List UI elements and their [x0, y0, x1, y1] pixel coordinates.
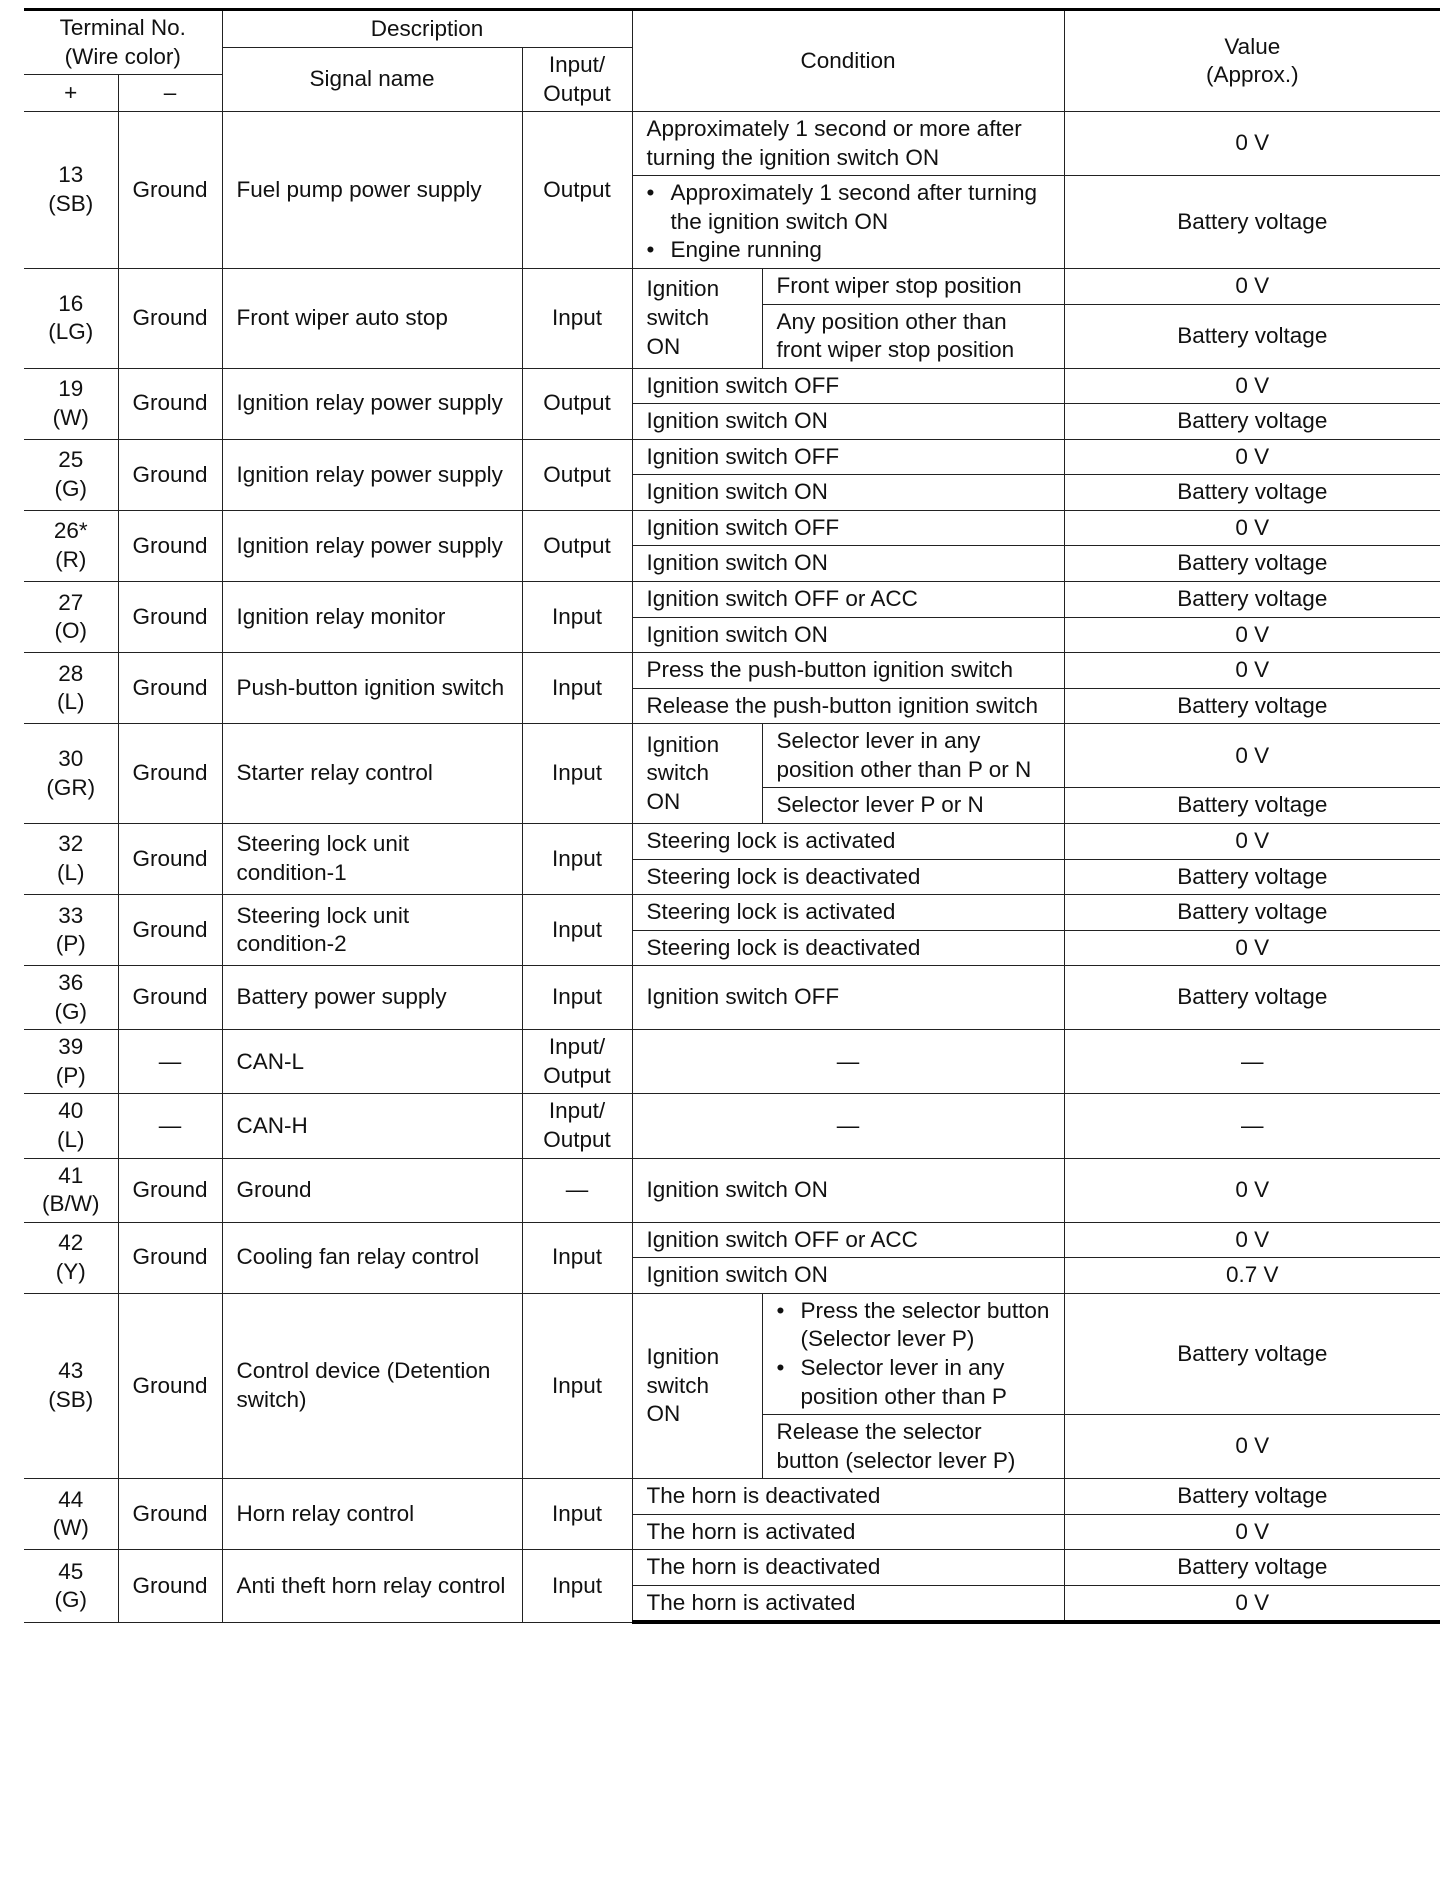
value: Battery voltage: [1064, 966, 1440, 1030]
wire-color: (L): [57, 689, 85, 715]
terminal-number: 25: [58, 447, 84, 473]
terminal-row: [24, 1479, 1440, 1515]
signal-name: Ignition relay power supply: [222, 368, 522, 439]
terminal-number: 45: [58, 1558, 84, 1584]
signal-name: Front wiper auto stop: [222, 268, 522, 368]
value: Battery voltage: [1064, 475, 1440, 511]
wire-color: (G): [54, 475, 87, 501]
input-output: Input/ Output: [522, 1030, 632, 1094]
input-output: Input: [522, 1222, 632, 1293]
input-output: Output: [522, 439, 632, 510]
signal-name: CAN-L: [222, 1030, 522, 1094]
condition: Ignition switch OFF: [632, 510, 1064, 546]
terminal-number-cell: [24, 268, 118, 368]
terminal-number: 32: [58, 831, 84, 857]
terminal-number: 28: [58, 660, 84, 686]
terminal-number-cell: [24, 582, 118, 653]
signal-name: CAN-H: [222, 1094, 522, 1158]
terminal-number-cell: [24, 368, 118, 439]
condition: [762, 1293, 1064, 1414]
condition: Ignition switch OFF or ACC: [632, 582, 1064, 618]
condition: Ignition switch ON: [632, 475, 1064, 511]
value: Battery voltage: [1064, 895, 1440, 931]
terminal-row: [24, 724, 1440, 788]
signal-name: Battery power supply: [222, 966, 522, 1030]
value: 0 V: [1064, 653, 1440, 689]
terminal-number: 16: [58, 290, 84, 316]
terminal-row: [24, 966, 1440, 1030]
wire-color: (G): [54, 1587, 87, 1613]
value: Battery voltage: [1064, 688, 1440, 724]
condition-bullet-list: [647, 179, 1050, 265]
terminal-spec-sheet: [24, 8, 1440, 1624]
terminal-number-cell: [24, 966, 118, 1030]
wire-color: (G): [54, 998, 87, 1024]
terminal-number-cell: [24, 653, 118, 724]
terminal-row: [24, 1550, 1440, 1586]
condition: Ignition switch ON: [632, 404, 1064, 440]
wire-color: (O): [54, 618, 87, 644]
condition: Release the selector button (selector lever P): [762, 1415, 1064, 1479]
input-output: Output: [522, 368, 632, 439]
wire-color: (SB): [48, 191, 94, 217]
condition: Ignition switch ON: [632, 546, 1064, 582]
terminal-number-cell: [24, 1293, 118, 1478]
value: 0 V: [1064, 112, 1440, 176]
value: —: [1064, 1094, 1440, 1158]
ground-terminal: Ground: [118, 368, 222, 439]
value: 0.7 V: [1064, 1258, 1440, 1294]
signal-name: Cooling fan relay control: [222, 1222, 522, 1293]
condition: Ignition switch OFF: [632, 368, 1064, 404]
condition: The horn is deactivated: [632, 1479, 1064, 1515]
wire-color: (P): [55, 931, 86, 957]
signal-name: Ignition relay monitor: [222, 582, 522, 653]
terminal-number: 42: [58, 1230, 84, 1256]
header-plus: +: [24, 75, 118, 112]
terminal-number-cell: [24, 1030, 118, 1094]
condition-group: Ignition switch ON: [632, 724, 762, 824]
terminal-number-cell: [24, 1479, 118, 1550]
header-description: Description: [222, 10, 632, 48]
terminal-row: [24, 368, 1440, 404]
value: 0 V: [1064, 617, 1440, 653]
wire-color: (Y): [55, 1258, 86, 1284]
input-output: Input: [522, 1293, 632, 1478]
terminal-number: 41: [58, 1162, 84, 1188]
header-approx-label: (Approx.): [1206, 62, 1299, 88]
terminal-row: [24, 653, 1440, 689]
value: 0 V: [1064, 1222, 1440, 1258]
value: Battery voltage: [1064, 404, 1440, 440]
value: 0 V: [1064, 1415, 1440, 1479]
condition: Steering lock is deactivated: [632, 859, 1064, 895]
wire-color: (SB): [48, 1387, 94, 1412]
value: 0 V: [1064, 1514, 1440, 1550]
condition: The horn is activated: [632, 1585, 1064, 1622]
terminal-number-cell: [24, 510, 118, 581]
terminal-number-cell: [24, 895, 118, 966]
wire-color: (W): [52, 1515, 89, 1541]
wire-color: (W): [52, 404, 89, 430]
signal-name: Fuel pump power supply: [222, 112, 522, 269]
terminal-number: 30: [58, 746, 84, 772]
signal-name: Steering lock unit condition-1: [222, 823, 522, 894]
signal-name: Horn relay control: [222, 1479, 522, 1550]
value: 0 V: [1064, 268, 1440, 304]
condition: Steering lock is deactivated: [632, 930, 1064, 966]
value: Battery voltage: [1064, 1479, 1440, 1515]
terminal-row: [24, 895, 1440, 931]
terminal-number: 26*: [53, 518, 88, 544]
value: —: [1064, 1030, 1440, 1094]
terminal-number: 43: [58, 1358, 84, 1384]
value: 0 V: [1064, 439, 1440, 475]
condition-group: Ignition switch ON: [632, 268, 762, 368]
signal-name: Starter relay control: [222, 724, 522, 824]
terminal-spec-table: [24, 8, 1440, 1624]
terminal-row: [24, 1293, 1440, 1414]
terminal-number-cell: [24, 112, 118, 269]
wire-color: (R): [55, 546, 87, 572]
condition: Selector lever P or N: [762, 788, 1064, 824]
signal-name: Control device (Detention switch): [222, 1293, 522, 1478]
terminal-number-cell: [24, 1094, 118, 1158]
value: 0 V: [1064, 1585, 1440, 1622]
condition-bullet-item: • Approximately 1 second after turning the ignition switch ON: [671, 179, 1050, 236]
condition: Steering lock is activated: [632, 823, 1064, 859]
terminal-number: 33: [58, 902, 84, 928]
value: 0 V: [1064, 368, 1440, 404]
terminal-number: 40: [58, 1098, 84, 1124]
header-input-output: Input/ Output: [522, 48, 632, 112]
terminal-row: [24, 1094, 1440, 1158]
wire-color: (L): [57, 860, 85, 885]
header-value: [1064, 10, 1440, 112]
signal-name: Push-button ignition switch: [222, 653, 522, 724]
terminal-row: [24, 1158, 1440, 1222]
wire-color: (L): [57, 1127, 85, 1152]
ground-terminal: Ground: [118, 823, 222, 894]
input-output: Input: [522, 966, 632, 1030]
terminal-row: [24, 268, 1440, 304]
header-terminal-no-label: Terminal No.: [59, 15, 186, 40]
input-output: Input: [522, 582, 632, 653]
terminal-number-cell: [24, 1222, 118, 1293]
header-minus: –: [118, 75, 222, 112]
header-value-label: Value: [1224, 33, 1281, 59]
condition: The horn is activated: [632, 1514, 1064, 1550]
input-output: Input/ Output: [522, 1094, 632, 1158]
condition-bullet-item: • Press the selector button (Selector lever P): [801, 1297, 1050, 1354]
condition: Ignition switch OFF: [632, 439, 1064, 475]
condition: Ignition switch ON: [632, 1258, 1064, 1294]
ground-terminal: Ground: [118, 112, 222, 269]
value: Battery voltage: [1064, 788, 1440, 824]
ground-terminal: Ground: [118, 1293, 222, 1478]
condition: Release the push-button ignition switch: [632, 688, 1064, 724]
condition: Ignition switch ON: [632, 617, 1064, 653]
header-row-1: [24, 10, 1440, 48]
value: Battery voltage: [1064, 546, 1440, 582]
signal-name: Steering lock unit condition-2: [222, 895, 522, 966]
terminal-number-cell: [24, 823, 118, 894]
terminal-number-cell: [24, 1158, 118, 1222]
value: Battery voltage: [1064, 176, 1440, 269]
value: 0 V: [1064, 1158, 1440, 1222]
condition: Approximately 1 second or more after turning the ignition switch ON: [632, 112, 1064, 176]
terminal-row: [24, 439, 1440, 475]
terminal-number: 19: [58, 376, 84, 402]
ground-terminal: Ground: [118, 653, 222, 724]
condition: Press the push-button ignition switch: [632, 653, 1064, 689]
input-output: Input: [522, 653, 632, 724]
condition-bullet-item: • Engine running: [671, 236, 1050, 265]
input-output: Output: [522, 510, 632, 581]
value: Battery voltage: [1064, 859, 1440, 895]
condition: Steering lock is activated: [632, 895, 1064, 931]
ground-terminal: Ground: [118, 439, 222, 510]
value: Battery voltage: [1064, 582, 1440, 618]
wire-color: (LG): [48, 319, 94, 345]
value: Battery voltage: [1064, 304, 1440, 368]
ground-terminal: Ground: [118, 582, 222, 653]
terminal-number-cell: [24, 1550, 118, 1623]
input-output: Input: [522, 1550, 632, 1623]
condition: [632, 176, 1064, 269]
input-output: Input: [522, 895, 632, 966]
value: 0 V: [1064, 930, 1440, 966]
ground-terminal: Ground: [118, 966, 222, 1030]
value: Battery voltage: [1064, 1550, 1440, 1586]
terminal-row: [24, 510, 1440, 546]
value: Battery voltage: [1064, 1293, 1440, 1414]
condition: Selector lever in any position other than P or N: [762, 724, 1064, 788]
terminal-number: 36: [58, 970, 84, 996]
condition-bullet-item: • Selector lever in any position other than P: [801, 1354, 1050, 1411]
terminal-row: [24, 823, 1440, 859]
header-wire-color-label: (Wire color): [64, 43, 181, 69]
ground-terminal: Ground: [118, 724, 222, 824]
value: 0 V: [1064, 724, 1440, 788]
condition: Ignition switch OFF or ACC: [632, 1222, 1064, 1258]
input-output: Input: [522, 268, 632, 368]
ground-terminal: Ground: [118, 1479, 222, 1550]
condition-bullet-list: [777, 1297, 1050, 1411]
signal-name: Ignition relay power supply: [222, 439, 522, 510]
header-terminal-no: [24, 10, 222, 75]
condition-group: Ignition switch ON: [632, 1293, 762, 1478]
ground-terminal: Ground: [118, 510, 222, 581]
condition: —: [632, 1030, 1064, 1094]
condition: The horn is deactivated: [632, 1550, 1064, 1586]
wire-color: (P): [55, 1062, 86, 1088]
input-output: Input: [522, 1479, 632, 1550]
input-output: —: [522, 1158, 632, 1222]
terminal-spec-body: [24, 112, 1440, 1623]
condition: Ignition switch OFF: [632, 966, 1064, 1030]
terminal-number: 27: [58, 589, 84, 615]
signal-name: Anti theft horn relay control: [222, 1550, 522, 1623]
ground-terminal: Ground: [118, 895, 222, 966]
ground-terminal: Ground: [118, 1550, 222, 1623]
signal-name: Ignition relay power supply: [222, 510, 522, 581]
terminal-number: 44: [58, 1486, 84, 1512]
value: 0 V: [1064, 510, 1440, 546]
input-output: Input: [522, 823, 632, 894]
input-output: Input: [522, 724, 632, 824]
wire-color: (GR): [46, 774, 96, 800]
terminal-row: [24, 1030, 1440, 1094]
ground-terminal: Ground: [118, 1158, 222, 1222]
condition: Ignition switch ON: [632, 1158, 1064, 1222]
ground-terminal: Ground: [118, 268, 222, 368]
header-condition: Condition: [632, 10, 1064, 112]
ground-terminal: —: [118, 1094, 222, 1158]
wire-color: (B/W): [42, 1191, 100, 1217]
terminal-number: 39: [58, 1034, 84, 1060]
terminal-number: 13: [58, 162, 84, 188]
condition: —: [632, 1094, 1064, 1158]
terminal-row: [24, 112, 1440, 176]
header-signal-name: Signal name: [222, 48, 522, 112]
terminal-row: [24, 1222, 1440, 1258]
ground-terminal: Ground: [118, 1222, 222, 1293]
terminal-number-cell: [24, 439, 118, 510]
condition: Front wiper stop position: [762, 268, 1064, 304]
input-output: Output: [522, 112, 632, 269]
condition: Any position other than front wiper stop position: [762, 304, 1064, 368]
ground-terminal: —: [118, 1030, 222, 1094]
value: 0 V: [1064, 823, 1440, 859]
terminal-row: [24, 582, 1440, 618]
terminal-number-cell: [24, 724, 118, 824]
signal-name: Ground: [222, 1158, 522, 1222]
